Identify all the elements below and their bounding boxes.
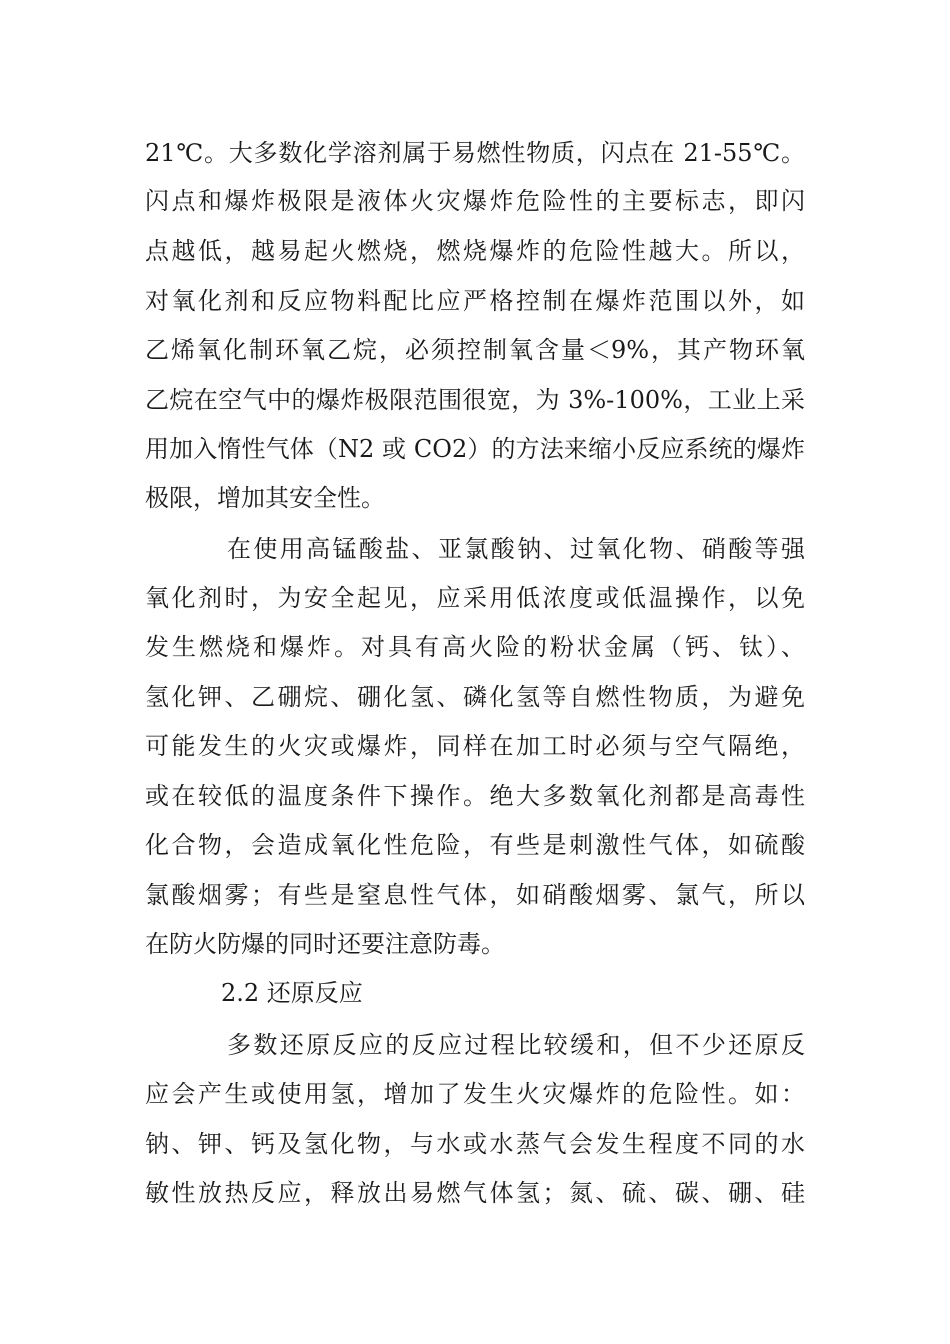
paragraph-2-line: 氯酸烟雾；有些是窒息性气体，如硝酸烟雾、氯气，所以 xyxy=(145,881,805,909)
paragraph-1-line: 乙烯氧化制环氧乙烷，必须控制氧含量＜9%，其产物环氧 xyxy=(145,336,805,364)
paragraph-1-line: 极限，增加其安全性。 xyxy=(145,484,385,512)
section-heading: 2.2 还原反应 xyxy=(221,979,363,1007)
paragraph-2-line: 氢化钾、乙硼烷、硼化氢、磷化氢等自燃性物质，为避免 xyxy=(145,683,805,711)
paragraph-2-line: 化合物，会造成氧化性危险，有些是刺激性气体，如硫酸 xyxy=(145,831,805,859)
paragraph-1-line: 乙烷在空气中的爆炸极限范围很宽，为 3%-100%，工业上采 xyxy=(145,386,805,414)
paragraph-2-line: 或在较低的温度条件下操作。绝大多数氧化剂都是高毒性 xyxy=(145,782,805,810)
paragraph-3-line: 多数还原反应的反应过程比较缓和，但不少还原反 xyxy=(227,1031,805,1059)
paragraph-3-line: 应会产生或使用氢，增加了发生火灾爆炸的危险性。如： xyxy=(145,1080,805,1108)
paragraph-1-line: 对氧化剂和反应物料配比应严格控制在爆炸范围以外，如 xyxy=(145,287,805,315)
paragraph-2-line: 氧化剂时，为安全起见，应采用低浓度或低温操作，以免 xyxy=(145,584,805,612)
paragraph-1-line: 用加入惰性气体（N2 或 CO2）的方法来缩小反应系统的爆炸 xyxy=(145,435,805,463)
paragraph-2-line: 发生燃烧和爆炸。对具有高火险的粉状金属（钙、钛）、 xyxy=(145,633,805,661)
paragraph-3-line: 钠、钾、钙及氢化物，与水或水蒸气会发生程度不同的水 xyxy=(145,1130,805,1158)
paragraph-2-line: 在防火防爆的同时还要注意防毒。 xyxy=(145,930,505,958)
paragraph-2-line: 在使用高锰酸盐、亚氯酸钠、过氧化物、硝酸等强 xyxy=(227,535,805,563)
paragraph-3-line: 敏性放热反应，释放出易燃气体氢；氮、硫、碳、硼、硅 xyxy=(145,1179,805,1207)
paragraph-1-line: 21℃。大多数化学溶剂属于易燃性物质，闪点在 21-55℃。 xyxy=(145,139,805,167)
paragraph-1-line: 点越低，越易起火燃烧，燃烧爆炸的危险性越大。所以， xyxy=(145,237,805,265)
paragraph-1-line: 闪点和爆炸极限是液体火灾爆炸危险性的主要标志，即闪 xyxy=(145,187,805,215)
paragraph-2-line: 可能发生的火灾或爆炸，同样在加工时必须与空气隔绝， xyxy=(145,732,805,760)
